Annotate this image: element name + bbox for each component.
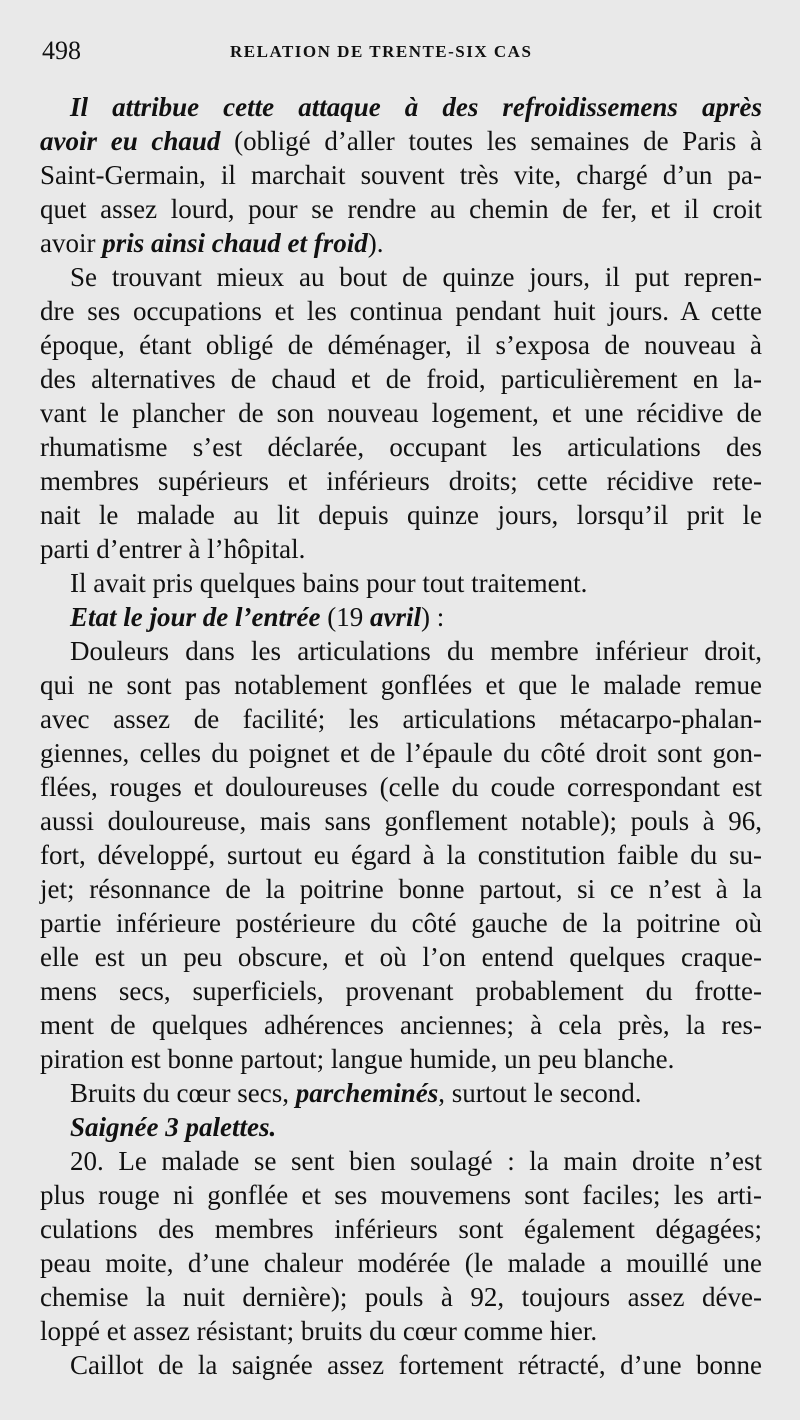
text-segment: rhumatisme s’est déclarée, occupant les articulations des <box>40 432 762 462</box>
text-segment: membres supérieurs et inférieurs droits; cette récidive rete- <box>40 466 762 496</box>
text-segment: jet; résonnance de la poitrine bonne partout, si ce n’est à la <box>40 874 762 904</box>
text-segment: (obligé d’aller toutes les semaines de Paris à <box>220 126 762 156</box>
text-segment: 20. Le malade se sent bien soulagé : la main droite n’est <box>70 1146 762 1176</box>
text-line <box>40 974 762 1008</box>
text-segment: (19 <box>320 602 370 632</box>
text-segment: nait le malade au lit depuis quinze jours, lorsqu’il prit le <box>40 500 762 530</box>
text-line <box>40 532 762 566</box>
text-segment: peau moite, d’une chaleur modérée (le malade a mouillé une <box>40 1248 762 1278</box>
page-number: 498 <box>42 36 81 65</box>
text-line <box>40 1008 762 1042</box>
text-segment: Caillot de la saignée assez fortement rétracté, d’une bonne <box>70 1350 762 1380</box>
text-line <box>40 260 762 294</box>
text-segment: avoir <box>40 228 103 258</box>
text-line <box>40 872 762 906</box>
italic-text-segment: parcheminés <box>295 1078 439 1108</box>
text-segment: Il avait pris quelques bains pour tout traitement. <box>70 568 588 598</box>
running-title: RELATION DE TRENTE-SIX CAS <box>230 42 533 61</box>
text-segment: vant le plancher de son nouveau logement, et une récidive de <box>40 398 762 428</box>
italic-text-segment: avril <box>369 602 421 632</box>
text-line <box>40 600 762 634</box>
text-segment: Bruits du cœur secs, <box>70 1078 296 1108</box>
page-body-text <box>40 90 762 1382</box>
text-line <box>40 668 762 702</box>
page-header <box>40 36 760 66</box>
italic-text-segment: Etat le jour de l’entrée <box>70 602 321 632</box>
text-line <box>40 430 762 464</box>
text-segment: qui ne sont pas notablement gonflées et que le malade remue <box>40 670 762 700</box>
text-line <box>40 90 762 124</box>
text-line <box>40 1042 762 1076</box>
text-segment: mens secs, superficiels, provenant probablement du frotte- <box>40 976 762 1006</box>
text-line <box>40 158 762 192</box>
text-line <box>40 940 762 974</box>
text-segment: des alternatives de chaud et de froid, particulièrement en la- <box>40 364 762 394</box>
italic-text-segment: pris ainsi chaud et froid <box>102 228 368 258</box>
text-line <box>40 124 762 158</box>
text-segment: Se trouvant mieux au bout de quinze jours, il put repren- <box>70 262 762 292</box>
text-line <box>40 464 762 498</box>
text-line <box>40 566 762 600</box>
text-line <box>40 1144 762 1178</box>
text-segment: avec assez de facilité; les articulations métacarpo-phalan- <box>40 704 762 734</box>
text-line <box>40 634 762 668</box>
text-line <box>40 838 762 872</box>
text-segment: loppé et assez résistant; bruits du cœur comme hier. <box>40 1316 598 1346</box>
text-line <box>40 702 762 736</box>
text-line <box>40 1280 762 1314</box>
italic-text-segment: Il attribue cette attaque à des refroidissemens après <box>70 92 762 122</box>
text-segment: dre ses occupations et les continua pendant huit jours. A cette <box>40 296 762 326</box>
text-line <box>40 226 762 260</box>
text-segment: partie inférieure postérieure du côté gauche de la poitrine où <box>40 908 762 938</box>
text-segment: Saint-Germain, il marchait souvent très vite, chargé d’un pa- <box>40 160 762 190</box>
text-line <box>40 1178 762 1212</box>
text-line <box>40 328 762 362</box>
text-line <box>40 736 762 770</box>
text-line <box>40 1110 762 1144</box>
text-segment: , surtout le second. <box>438 1078 642 1108</box>
text-segment: parti d’entrer à l’hôpital. <box>40 534 306 564</box>
text-segment: aussi douloureuse, mais sans gonflement notable); pouls à 96, <box>40 806 762 836</box>
text-segment: fort, développé, surtout eu égard à la constitution faible du su- <box>40 840 762 870</box>
text-segment: époque, étant obligé de déménager, il s’exposa de nouveau à <box>40 330 762 360</box>
text-line <box>40 192 762 226</box>
text-line <box>40 1076 762 1110</box>
text-segment: elle est un peu obscure, et où l’on entend quelques craque- <box>40 942 762 972</box>
text-segment: quet assez lourd, pour se rendre au chemin de fer, et il croit <box>40 194 762 224</box>
italic-text-segment: Saignée 3 palettes. <box>70 1112 277 1142</box>
text-segment: giennes, celles du poignet et de l’épaule du côté droit sont gon- <box>40 738 762 768</box>
text-line <box>40 1314 762 1348</box>
text-line <box>40 770 762 804</box>
text-line <box>40 1246 762 1280</box>
text-line <box>40 1348 762 1382</box>
text-line <box>40 498 762 532</box>
text-line <box>40 1212 762 1246</box>
text-segment: Douleurs dans les articulations du membre inférieur droit, <box>70 636 762 666</box>
text-segment: ment de quelques adhérences anciennes; à cela près, la res- <box>40 1010 762 1040</box>
text-line <box>40 294 762 328</box>
text-line <box>40 362 762 396</box>
text-line <box>40 804 762 838</box>
italic-text-segment: avoir eu chaud <box>40 126 221 156</box>
text-segment: chemise la nuit dernière); pouls à 92, toujours assez déve- <box>40 1282 762 1312</box>
text-line <box>40 906 762 940</box>
text-line <box>40 396 762 430</box>
text-segment: ) : <box>420 602 445 632</box>
text-segment: flées, rouges et douloureuses (celle du coude correspondant est <box>40 772 762 802</box>
text-segment: plus rouge ni gonflée et ses mouvemens sont faciles; les arti- <box>40 1180 762 1210</box>
text-segment: piration est bonne partout; langue humide, un peu blanche. <box>40 1044 675 1074</box>
text-segment: ). <box>367 228 384 258</box>
text-segment: culations des membres inférieurs sont également dégagées; <box>40 1214 762 1244</box>
